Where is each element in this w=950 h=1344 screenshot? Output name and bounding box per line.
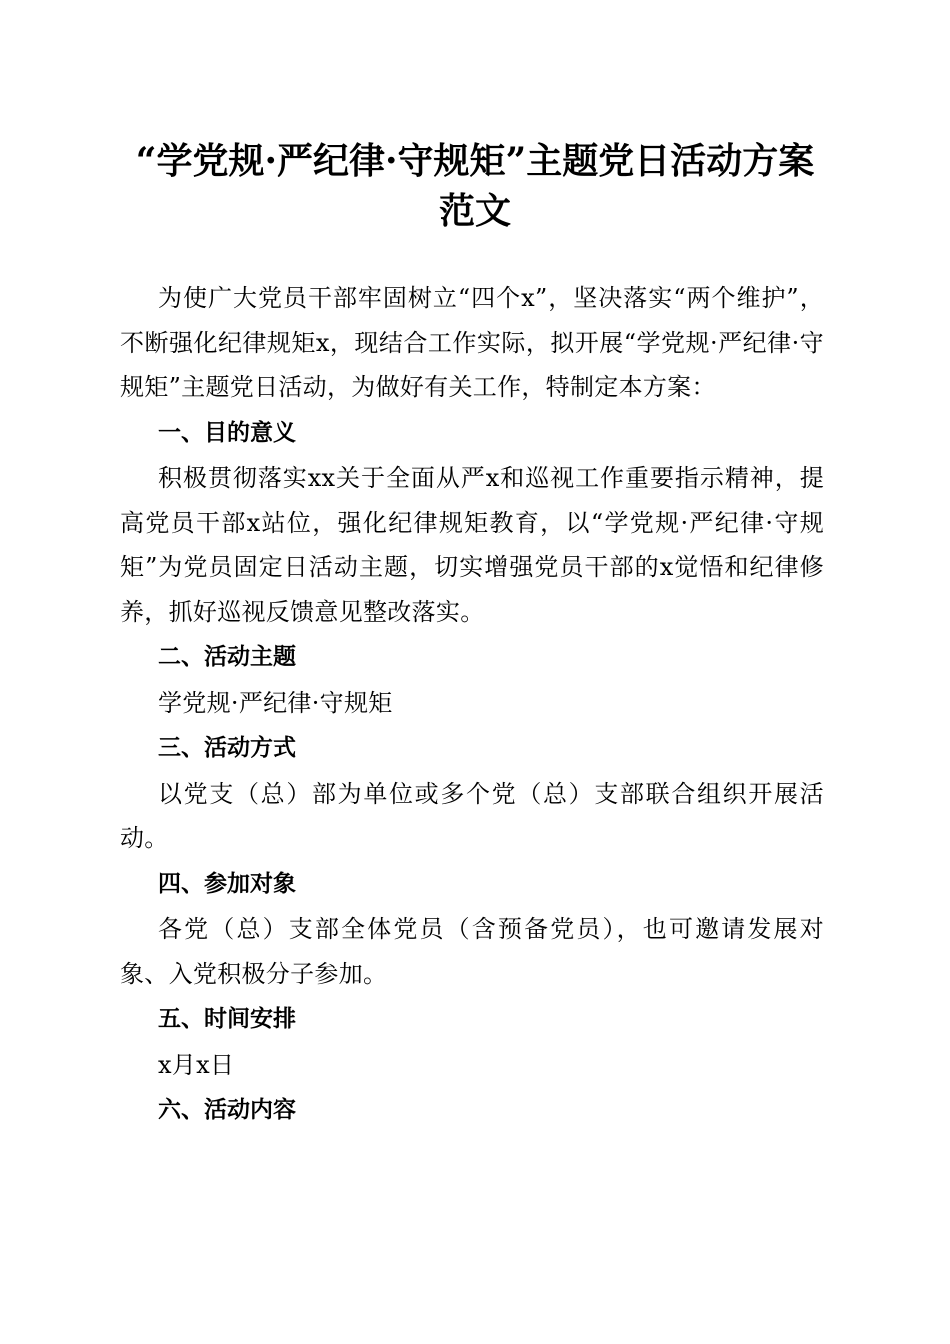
section-heading-method: 三、活动方式 — [158, 735, 296, 761]
section-body-method: 以党支（总）部为单位或多个党（总）支部联合组织开展活动。 — [120, 779, 824, 852]
section-body-theme: 学党规·严纪律·守规矩 — [158, 688, 393, 717]
section-body-participants: 各党（总）支部全体党员（含预备党员），也可邀请发展对象、入党积极分子参加。 — [120, 915, 824, 988]
intro-paragraph: 为使广大党员干部牢固树立“四个x”，坚决落实“两个维护”，不断强化纪律规矩x，现结合工作实际，拟开展“学党规·严纪律·守规矩”主题党日活动，为做好有关工作，特制定本方案： — [120, 284, 824, 401]
section-heading-content: 六、活动内容 — [158, 1097, 296, 1123]
document-title: “学党规·严纪律·守规矩”主题党日活动方案范文 — [135, 140, 815, 232]
section-heading-theme: 二、活动主题 — [158, 644, 296, 670]
section-heading-schedule: 五、时间安排 — [158, 1006, 296, 1032]
section-body-purpose: 积极贯彻落实xx关于全面从严x和巡视工作重要指示精神，提高党员干部x站位，强化纪律规矩教育，以“学党规·严纪律·守规矩”为党员固定日活动主题，切实增强党员干部的x觉悟和纪律修养，抓好巡视反馈意见整改落实。 — [120, 464, 824, 626]
section-body-schedule: x月x日 — [158, 1050, 235, 1079]
section-heading-purpose: 一、目的意义 — [158, 419, 296, 446]
document-body — [120, 276, 824, 1134]
section-heading-participants: 四、参加对象 — [158, 870, 296, 897]
